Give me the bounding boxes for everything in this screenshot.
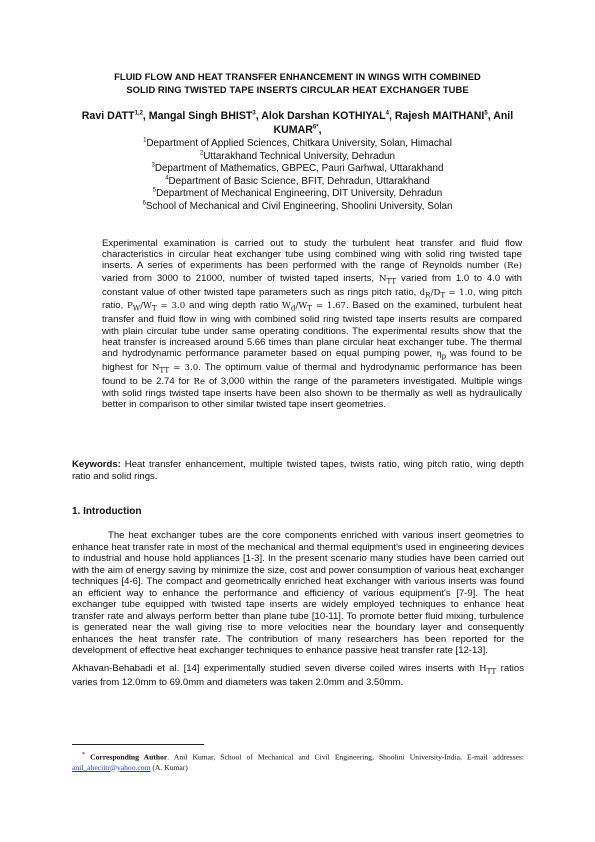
math-symbol: [436, 349, 446, 359]
title-line-2: SOLID RING TWISTED TAPE INSERTS CIRCULAR HEAT EXCHANGER TUBE: [126, 84, 469, 95]
author-separator: ,: [318, 124, 322, 136]
author-name: Rajesh MAITHANI: [394, 110, 485, 122]
author-separator: ,: [142, 110, 149, 122]
affiliation-mark: 6: [142, 200, 146, 207]
affiliation: [90, 201, 505, 214]
math-var: η: [436, 348, 442, 359]
footnote-divider: [72, 744, 204, 745]
affiliation-text: School of Mechanical and Civil Engineering, Shoolini University, Solan: [145, 200, 453, 212]
affiliation: [90, 138, 505, 151]
author-name: Mangal Singh BHIST: [148, 110, 253, 122]
author-affiliation-mark: 1,2: [134, 110, 143, 117]
math-value: = 3.0: [156, 301, 186, 312]
math-var: P: [126, 301, 133, 312]
affiliation-mark: 5: [152, 188, 157, 195]
affiliation: [90, 151, 505, 164]
math-var: /D: [430, 287, 441, 298]
abstract-text: of 3,000 within the range of the parameters investigated. Multiple wings with solid rings twisted tape inserts have been also shown to be thermally as well as hydraulically better in comparison to other similar twisted tape insert geometries.: [102, 375, 522, 411]
math-var: N: [378, 273, 387, 284]
affiliation-text: Uttarakhand Technical University, Dehradun: [203, 150, 396, 162]
affiliation-text: Department of Mathematics, GBPEC, Pauri Garhwal, Uttarakhand: [154, 163, 444, 175]
footnote-label: Corresponding Author: [90, 752, 168, 762]
math-symbol: [379, 274, 396, 284]
abstract-text: varied from 1.0 to 4.0 with constant value of other twisted tape parameters such as rings pitch ratio,: [102, 272, 522, 298]
math-var: d: [419, 287, 426, 298]
math-symbol: [479, 664, 496, 674]
math-sub: T: [151, 304, 157, 314]
footnote-text: . Anil Kumar, School of Mechanical and Civil Engineering, Shoolini University-India, E-mail addresses:: [167, 752, 524, 762]
math-sub: T: [307, 304, 312, 314]
math-equation: [126, 301, 186, 314]
math-var: H: [479, 664, 487, 675]
affiliation: [90, 163, 505, 176]
email-link[interactable]: anil_aheciitr@yahoo.com: [72, 762, 151, 772]
math-var: N: [151, 362, 160, 373]
affiliation-text: Department of Basic Science, BFIT, Dehradun, Uttarakhand: [168, 175, 430, 187]
math-sub: W: [132, 304, 141, 314]
math-var: W: [282, 301, 291, 312]
author-affiliation-mark: 3: [252, 110, 256, 117]
math-value: = 3.0: [169, 362, 199, 373]
affiliation-mark: 4: [165, 175, 169, 182]
abstract-text: Experimental examination is carried out to study the turbulent heat transfer and fluid flow characteristics in circular heat exchanger tube using combined wing with solid ring twisted tape inserts. A series of experiments has been performed with the range of Reynolds number: [102, 238, 522, 272]
abstract: [102, 238, 522, 410]
footnote-tail: (A. Kumar): [150, 762, 188, 772]
author-separator: ,: [388, 110, 395, 122]
math-sub: d: [290, 304, 296, 314]
affiliation: [90, 176, 505, 189]
abstract-text: varied from 3000 to 21000, number of twisted taped inserts,: [102, 272, 379, 284]
math-equation: [282, 301, 346, 314]
abstract-text: . Based on the examined, turbulent heat transfer and fluid flow in wing with combined solid ring twisted tape inserts results are compared with plain circular tube under same operating conditions. The experimental results show that the heat transfer is increased around 5.66 times than plane circular heat exchanger tube. The thermal and hydrodynamic performance parameter based on equal pumping power,: [102, 300, 522, 359]
keywords: [72, 459, 524, 482]
math-equation: [152, 363, 198, 373]
paragraph: The heat exchanger tubes are the core components enriched with various insert geometries to enhance heat transfer rate in most of the mechanical and thermal equipment's used in engineering devices to industrial and house hold appliances [1-3]. In the present scenario many studies have been carried out with the aim of energy saving by minimize the size, cost and power consumption of various heat exchanger techniques [4-6]. The compact and geometrically enriched heat exchanger with various inserts was found an efficient way to enhance the performance and efficiency of various equipment's [7-9]. The heat exchanger tube equipped with twisted tape inserts are widely employed techniques to enhance heat transfer rate and always perform better than plane tube [10-11]. To promote better fluid mixing, turbulence is generated near the wall giving rise to more velocities near the boundary layer and consequently enhances the heat transfer rate. The contribution of many researchers has been reported for the development of effective heat exchanger techniques to enhance passive heat transfer rate [12-13].: [72, 530, 524, 657]
author-name: Ravi DATT: [81, 110, 135, 122]
paragraph-text: Akhavan-Behabadi et al. [14] experimentally studied seven diverse coiled wires inserts with: [72, 663, 480, 675]
affiliation-mark: 1: [143, 137, 147, 144]
author-separator: ,: [255, 110, 262, 122]
keywords-label: Keywords:: [72, 459, 121, 470]
paragraph: [72, 663, 524, 689]
author-name: Anil KUMAR: [273, 110, 514, 136]
paragraph-text: ratios varies from 12.0mm to 69.0mm and diameters was taken 2.0mm and 3.50mm.: [72, 663, 524, 689]
math-sub: T: [440, 290, 446, 300]
author-affiliation-mark: 5: [484, 110, 488, 117]
footnote: [72, 750, 524, 773]
author-name: Alok Darshan KOTHIYAL: [261, 110, 386, 122]
math-equation: [420, 288, 473, 298]
affiliation-text: Department of Applied Sciences, Chitkara University, Solan, Himachal: [146, 138, 452, 149]
affiliation-text: Department of Mechanical Engineering, DIT University, Dehradun: [156, 188, 443, 200]
author-affiliation-mark: 4: [385, 110, 389, 117]
math-sub: p: [441, 351, 447, 361]
math-sub: TT: [159, 365, 170, 375]
abstract-text: was found to be highest for: [102, 347, 523, 373]
abstract-text: , wing pitch ratio,: [102, 286, 522, 312]
introduction-body: [72, 530, 524, 689]
author-affiliation-mark: 6*: [312, 124, 319, 131]
math-symbol: (Re): [503, 261, 522, 272]
math-var: /W: [140, 301, 152, 312]
abstract-text: . The optimum value of thermal and hydrodynamic performance has been found to be 2.74 for: [102, 361, 522, 387]
math-sub: R: [425, 290, 431, 300]
affiliation-mark: 2: [199, 150, 204, 157]
math-var: /W: [295, 301, 308, 312]
math-sub: TT: [486, 666, 497, 676]
keywords-text: Heat transfer enhancement, multiple twisted tapes, twists ratio, wing pitch ratio, wing depth ratio and solid rings.: [72, 459, 524, 482]
footnote-mark: *: [82, 752, 85, 758]
author-separator: ,: [487, 110, 494, 122]
title-line-1: FLUID FLOW AND HEAT TRANSFER ENHANCEMENT IN WINGS WITH COMBINED: [114, 71, 481, 82]
math-value: = 1.67: [311, 301, 346, 312]
affiliation-list: [90, 138, 505, 214]
affiliation: [90, 188, 505, 201]
affiliation-mark: 3: [151, 162, 155, 169]
section-heading: 1. Introduction: [72, 506, 142, 517]
math-value: = 1.0: [445, 287, 473, 298]
abstract-text: and wing depth ratio: [185, 300, 283, 312]
math-sub: TT: [386, 276, 397, 286]
math-symbol: Re: [193, 376, 206, 387]
author-list: [60, 109, 535, 137]
paper-title: [60, 70, 535, 96]
